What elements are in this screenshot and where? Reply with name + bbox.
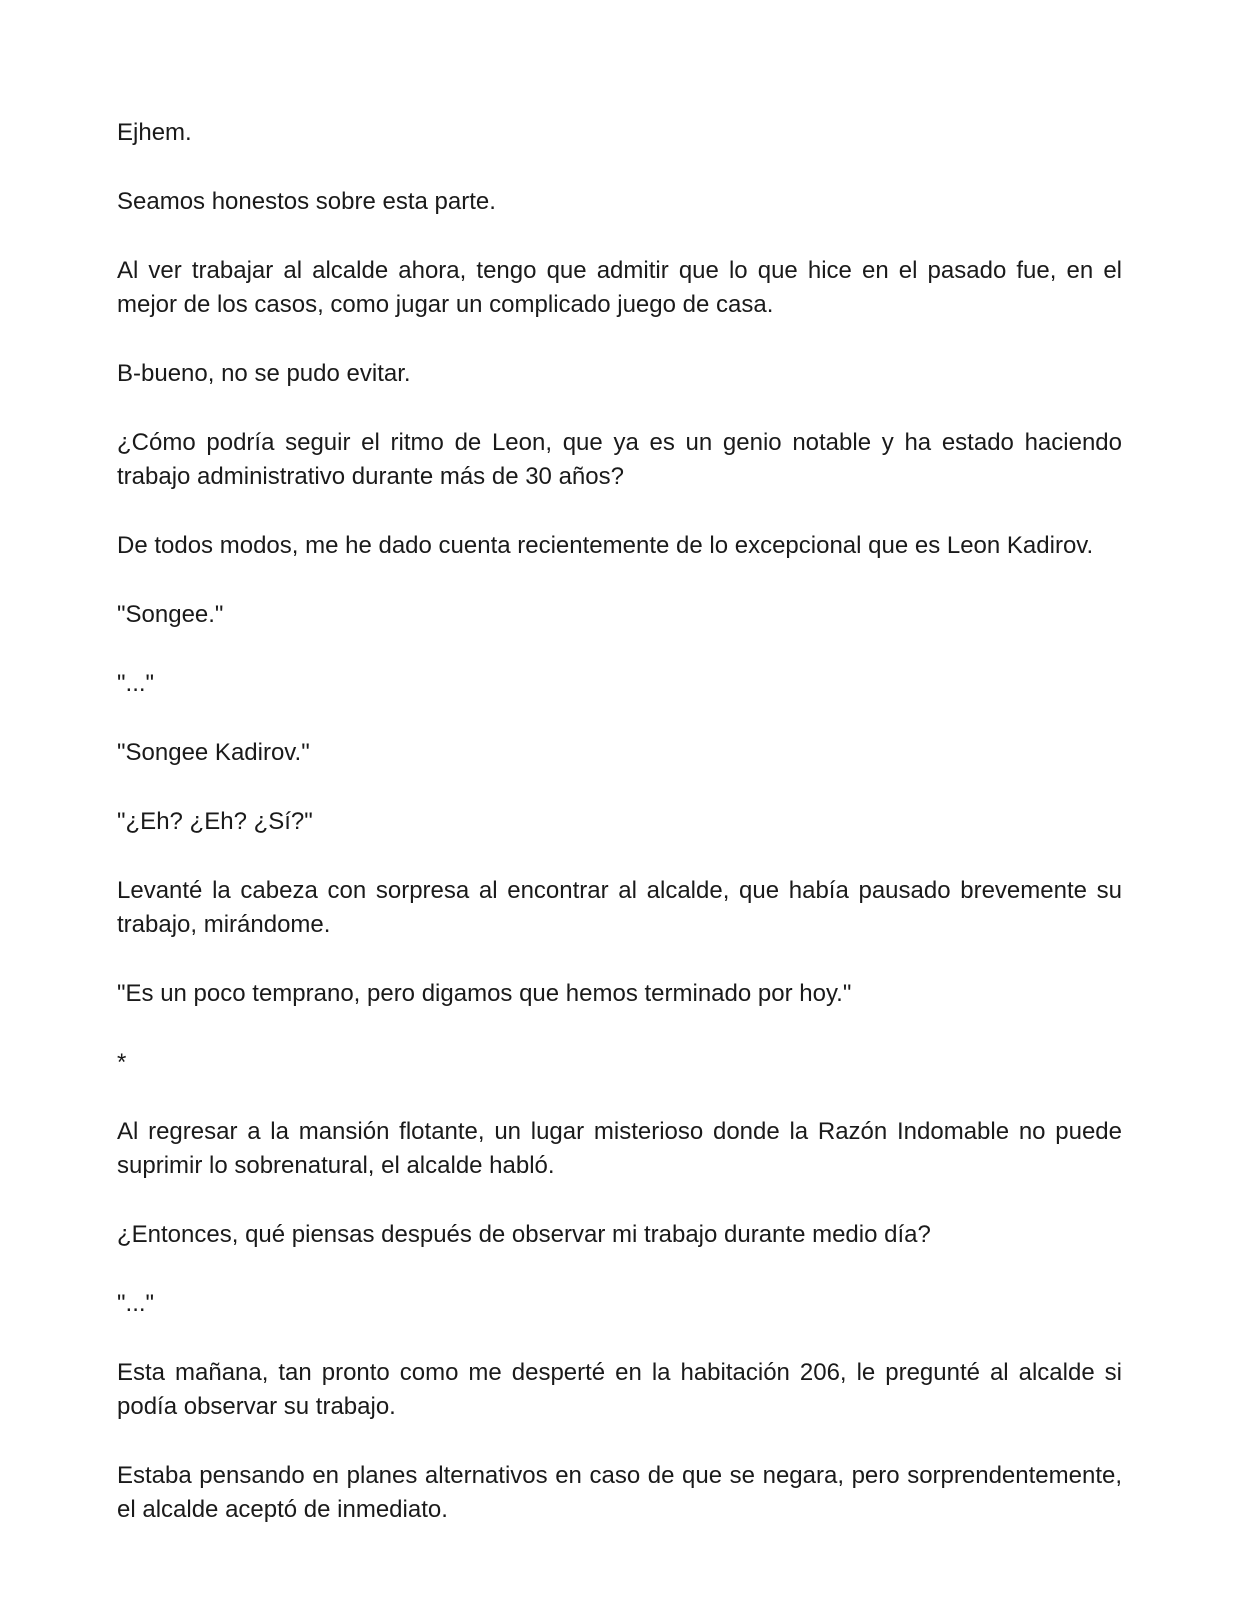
paragraph: Levanté la cabeza con sorpresa al encontrar al alcalde, que había pausado brevemente su trabajo, mirándome. [117,877,1122,938]
paragraph: Seamos honestos sobre esta parte. [117,188,496,215]
paragraph: Estaba pensando en planes alternativos en caso de que se negara, pero sorprendentemente, el alcalde aceptó de inmediato. [117,1462,1122,1523]
paragraph: "¿Eh? ¿Eh? ¿Sí?" [117,808,313,835]
paragraph: Esta mañana, tan pronto como me desperté en la habitación 206, le pregunté al alcalde si podía observar su trabajo. [117,1359,1122,1420]
paragraph: "Songee." [117,601,224,628]
paragraph: Al regresar a la mansión flotante, un lugar misterioso donde la Razón Indomable no puede suprimir lo sobrenatural, el alcalde habló. [117,1118,1122,1179]
paragraph: De todos modos, me he dado cuenta recientemente de lo excepcional que es Leon Kadirov. [117,532,1094,559]
paragraph: "..." [117,1290,155,1317]
paragraph: Al ver trabajar al alcalde ahora, tengo que admitir que lo que hice en el pasado fue, en el mejor de los casos, como jugar un complicado juego de casa. [117,257,1122,318]
scene-break: * [117,1049,127,1076]
paragraph: Ejhem. [117,119,192,146]
paragraph: ¿Entonces, qué piensas después de observar mi trabajo durante medio día? [117,1221,931,1248]
document-body [117,116,1122,1562]
paragraph: ¿Cómo podría seguir el ritmo de Leon, que ya es un genio notable y ha estado haciendo trabajo administrativo durante más de 30 años? [117,429,1122,490]
paragraph: "..." [117,670,155,697]
paragraph: "Es un poco temprano, pero digamos que hemos terminado por hoy." [117,980,852,1007]
paragraph: "Songee Kadirov." [117,739,310,766]
paragraph: B-bueno, no se pudo evitar. [117,360,411,387]
